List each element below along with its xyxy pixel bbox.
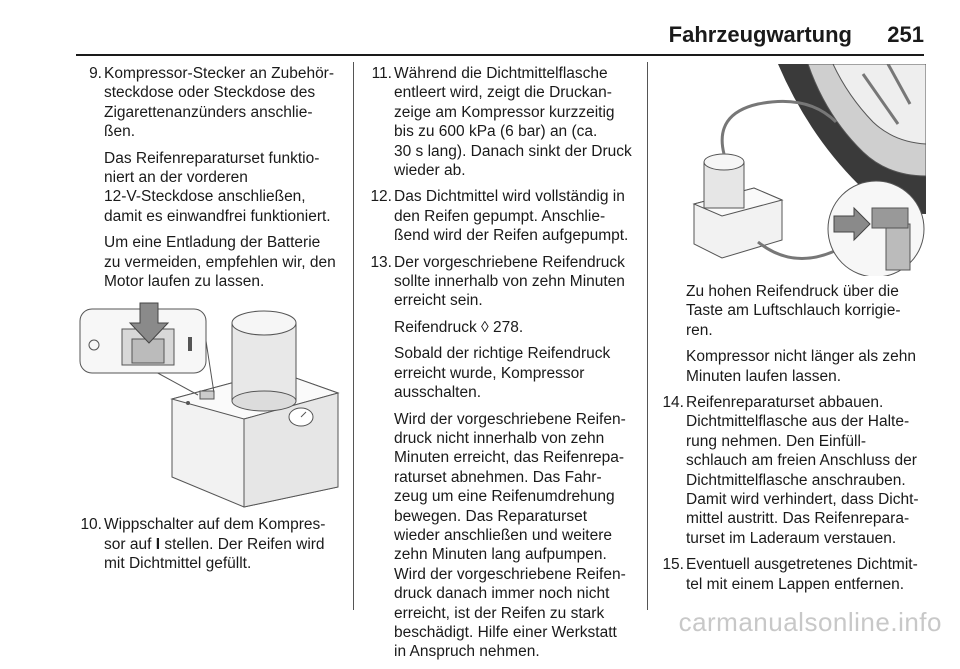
paragraph-max-ten-minutes [658, 347, 926, 386]
text-line: steckdose oder Steckdose des [104, 84, 316, 102]
text-line: entleert wird, zeigt die Druckan- [394, 84, 612, 102]
column-3 [658, 64, 926, 601]
paragraph-tyre-pressure-ref [366, 318, 636, 337]
text-line: Motor laufen zu lassen. [104, 273, 265, 291]
text-line: tel mit einem Lappen entfernen. [686, 575, 904, 593]
text-fragment: stellen. Der Reifen wird [160, 535, 325, 553]
text-line: Kompressor nicht länger als zehn [686, 348, 917, 366]
text-line: Kompressor-Stecker an Zubehör- [104, 65, 335, 82]
text-line: schlauch am freien Anschluss der [686, 452, 917, 470]
step-text [394, 187, 636, 245]
compressor-illustration-icon [76, 301, 340, 509]
text-line: raturset abnehmen. Das Fahr- [394, 468, 602, 486]
text-line: Minuten erreicht, das Reifenrepa- [394, 449, 625, 467]
text-line: Wird der vorgeschriebene Reifen- [394, 565, 626, 583]
text-line: erreicht wurde, Kompressor [394, 364, 585, 382]
paragraph-battery [76, 233, 340, 291]
text-line: sollte innerhalb von zehn Minuten [394, 273, 625, 291]
text-line: Damit wird verhindert, dass Dicht- [686, 491, 919, 509]
header-rule [76, 54, 924, 56]
text-line: druck nicht innerhalb von zehn [394, 429, 605, 447]
text-line: damit es einwandfrei funktioniert. [104, 207, 331, 225]
step-number: 12. [370, 188, 392, 206]
step-text [686, 393, 926, 548]
text-line: ren. [686, 321, 713, 339]
step-number: 11. [371, 65, 392, 82]
paragraph-front-socket [76, 149, 340, 227]
text-line: mit Dichtmittel gefüllt. [104, 555, 252, 573]
text-line: Zu hohen Reifendruck über die [686, 283, 899, 300]
text-line: Wippschalter auf dem Kompres- [104, 516, 326, 534]
step-number: 10. [80, 516, 102, 534]
page-number: 251 [887, 22, 924, 47]
text-line: turset im Laderaum verstauen. [686, 529, 897, 547]
text-line: den Reifen gepumpt. Anschlie- [394, 207, 606, 225]
text-line: niert an der vorderen [104, 169, 248, 187]
step-text [394, 64, 636, 180]
text-line: zeug um eine Reifenumdrehung [394, 488, 615, 506]
switch-position-symbol: I [155, 535, 161, 553]
text-line: rung nehmen. Den Einfüll- [686, 432, 867, 450]
paragraph-pressure-too-high [658, 282, 926, 340]
column-1 [76, 64, 340, 581]
column-divider-2 [647, 62, 648, 610]
page-reference-icon: ◊ [481, 318, 489, 336]
text-line: Der vorgeschriebene Reifendruck [394, 253, 625, 271]
text-line: Das Reifenreparaturset funktio- [104, 149, 320, 167]
paragraph-switch-off [366, 344, 636, 402]
step-10 [76, 515, 340, 573]
text-line: Während die Dichtmittelflasche [394, 65, 608, 82]
text-line: Das Dichtmittel wird vollständig in [394, 188, 625, 206]
step-text [104, 64, 340, 142]
text-fragment: Reifendruck [394, 318, 482, 336]
text-line: erreicht, ist der Reifen zu stark [394, 604, 605, 622]
page-header [0, 0, 960, 58]
step-9 [76, 64, 340, 142]
page-reference-link[interactable]: 278. [488, 318, 524, 336]
text-line: Um eine Entladung der Batterie [104, 234, 321, 252]
text-line: Reifenreparaturset abbauen. [686, 394, 884, 412]
step-11 [366, 64, 636, 180]
text-line: zeige am Kompressor kurzzeitig [394, 103, 615, 121]
step-number: 9. [89, 65, 102, 82]
text-line [104, 535, 340, 554]
watermark: carmanualsonline.info [678, 607, 942, 637]
step-13 [366, 253, 636, 311]
compressor-switch-illustration [76, 301, 340, 509]
section-title: Fahrzeugwartung [668, 22, 852, 47]
column-2 [366, 64, 636, 669]
text-line: erreicht sein. [394, 292, 483, 310]
step-15 [658, 555, 926, 594]
step-text [104, 515, 340, 573]
text-line: in Anspruch nehmen. [394, 643, 540, 661]
text-fragment: sor auf [104, 535, 156, 553]
text-line: Zigarettenanzünders anschlie- [104, 103, 313, 121]
text-line: beschädigt. Hilfe einer Werkstatt [394, 623, 617, 641]
text-line: ßend wird der Reifen aufgepumpt. [394, 227, 629, 245]
text-line: Wird der vorgeschriebene Reifen- [394, 410, 626, 428]
step-12 [366, 187, 636, 245]
text-line: 12-V-Steckdose anschließen, [104, 188, 306, 206]
text-line: 30 s lang). Danach sinkt der Druck [394, 142, 632, 160]
text-line: ßen. [104, 123, 136, 141]
text-line: Eventuell ausgetretenes Dichtmit- [686, 556, 918, 574]
step-14 [658, 393, 926, 548]
step-number: 14. [662, 394, 684, 412]
step-number: 13. [370, 253, 392, 271]
text-line: druck danach immer noch nicht [394, 585, 610, 603]
step-number: 15. [662, 556, 684, 574]
step-text [686, 555, 926, 594]
paragraph-not-reached [366, 410, 636, 662]
text-line: Dichtmittelflasche anschrauben. [686, 471, 906, 489]
column-divider-1 [353, 62, 354, 610]
text-line: wieder ab. [394, 162, 466, 180]
text-line: bewegen. Das Reparaturset [394, 507, 588, 525]
text-line: zehn Minuten lang aufpumpen. [394, 546, 607, 564]
step-text [394, 253, 636, 311]
text-line: Dichtmittelflasche aus der Halte- [686, 413, 910, 431]
text-line: zu vermeiden, empfehlen wir, den [104, 253, 336, 271]
text-line: Sobald der richtige Reifendruck [394, 345, 611, 363]
text-line: mittel austritt. Das Reifenrepara- [686, 510, 910, 528]
text-line: ausschalten. [394, 384, 482, 402]
tyre-compressor-illustration-icon [658, 64, 926, 276]
text-line: Minuten laufen lassen. [686, 367, 842, 385]
tyre-hose-illustration [658, 64, 926, 276]
text-line: bis zu 600 kPa (6 bar) an (ca. [394, 123, 598, 141]
text-line: Taste am Luftschlauch korrigie- [686, 302, 901, 320]
text-line: wieder anschließen und weitere [394, 526, 612, 544]
